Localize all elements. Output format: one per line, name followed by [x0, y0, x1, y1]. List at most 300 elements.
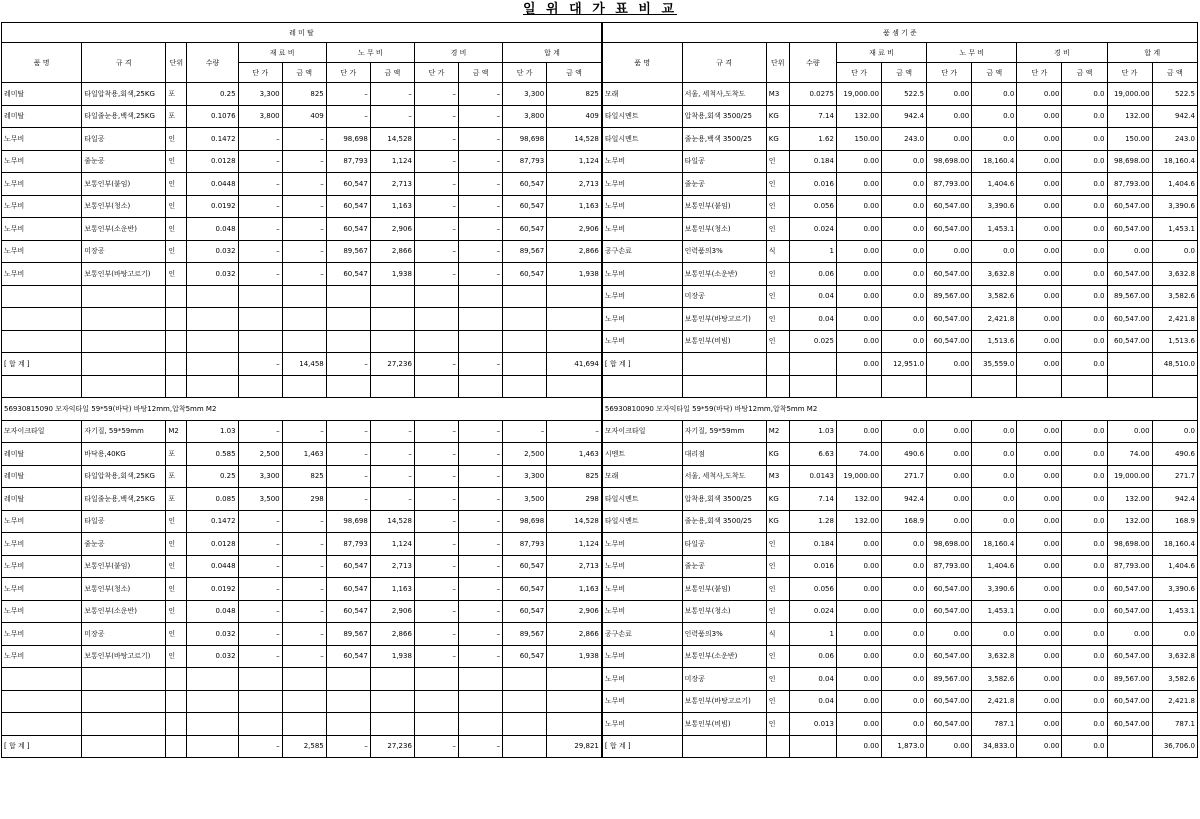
table-cell: 0.0: [972, 623, 1017, 646]
table-cell: 타일시멘트: [602, 128, 682, 151]
table-row: [2, 240, 1198, 263]
table-cell: –: [282, 218, 326, 241]
table-cell: 2,906: [547, 600, 602, 623]
table-cell: 74.00: [1107, 443, 1152, 466]
table-cell: [326, 308, 370, 331]
table-cell: 0.00: [836, 645, 881, 668]
table-cell: 60,547: [326, 645, 370, 668]
header-unit-price: 단 가: [1107, 63, 1152, 83]
header-unit-price: 단 가: [414, 63, 458, 83]
table-cell: 14,528: [370, 128, 414, 151]
table-cell: [187, 735, 238, 758]
table-cell: 0.00: [836, 240, 881, 263]
table-cell: 인: [766, 263, 789, 286]
table-cell: 0.024: [789, 600, 836, 623]
table-cell: [370, 308, 414, 331]
table-row: [2, 465, 1198, 488]
table-cell: 0.0: [882, 533, 927, 556]
table-cell: 0.0: [1062, 128, 1107, 151]
table-cell: 60,547.00: [927, 195, 972, 218]
table-cell: 인: [766, 713, 789, 736]
table-cell: 1,124: [370, 533, 414, 556]
table-cell: 0.0: [1062, 420, 1107, 443]
table-cell: [82, 375, 166, 398]
table-cell: 0.024: [789, 218, 836, 241]
table-cell: [682, 375, 766, 398]
table-cell: 3,300: [503, 83, 547, 106]
table-cell: 인: [766, 578, 789, 601]
table-cell: 0.0: [882, 713, 927, 736]
table-cell: [2, 690, 82, 713]
header-unit-price: 단 가: [503, 63, 547, 83]
table-cell: –: [238, 218, 282, 241]
table-cell: 0.032: [187, 645, 238, 668]
table-cell: –: [414, 623, 458, 646]
table-cell: 노무비: [2, 263, 82, 286]
header-amount: 금 액: [1062, 63, 1107, 83]
table-cell: 1,163: [547, 578, 602, 601]
header-unit: 단위: [766, 43, 789, 83]
table-row: [2, 443, 1198, 466]
table-cell: 0.056: [789, 578, 836, 601]
table-cell: 1: [789, 623, 836, 646]
table-cell: 14,528: [547, 510, 602, 533]
table-cell: 자기질, 59*59mm: [82, 420, 166, 443]
table-cell: 0.00: [1017, 195, 1062, 218]
table-cell: 18,160.4: [972, 150, 1017, 173]
table-cell: 60,547.00: [1107, 308, 1152, 331]
table-cell: 노무비: [2, 218, 82, 241]
table-cell: 타일공: [682, 150, 766, 173]
table-cell: 인: [766, 600, 789, 623]
table-cell: 1,163: [370, 195, 414, 218]
table-cell: 41,694: [547, 353, 602, 376]
table-cell: [682, 353, 766, 376]
table-cell: –: [414, 533, 458, 556]
table-cell: 대리점: [682, 443, 766, 466]
table-cell: 87,793: [503, 533, 547, 556]
table-cell: 0.056: [789, 195, 836, 218]
table-cell: 132.00: [1107, 488, 1152, 511]
header-amount: 금 액: [547, 63, 602, 83]
table-row: [2, 645, 1198, 668]
table-cell: –: [238, 555, 282, 578]
table-cell: 60,547: [326, 218, 370, 241]
table-cell: 1,453.1: [972, 218, 1017, 241]
table-cell: 보통인부(소운반): [682, 645, 766, 668]
table-cell: 522.5: [1152, 83, 1197, 106]
table-cell: 0.032: [187, 623, 238, 646]
table-cell: –: [414, 173, 458, 196]
table-cell: 0.04: [789, 668, 836, 691]
table-cell: 3,582.6: [972, 285, 1017, 308]
table-cell: 0.0: [1152, 240, 1197, 263]
table-cell: [ 합 계 ]: [2, 353, 82, 376]
table-cell: 0.00: [927, 465, 972, 488]
table-cell: [282, 308, 326, 331]
table-cell: 0.0: [882, 668, 927, 691]
table-cell: [766, 375, 789, 398]
table-cell: [282, 690, 326, 713]
table-cell: [602, 375, 682, 398]
table-cell: 243.0: [1152, 128, 1197, 151]
table-cell: 인: [166, 150, 187, 173]
table-cell: 60,547.00: [1107, 713, 1152, 736]
header-name: 품 명: [2, 43, 82, 83]
table-cell: 0.025: [789, 330, 836, 353]
table-cell: 1.03: [789, 420, 836, 443]
table-cell: 298: [547, 488, 602, 511]
table-cell: 0.00: [1107, 240, 1152, 263]
table-cell: 1,453.1: [1152, 600, 1197, 623]
table-cell: 0.25: [187, 83, 238, 106]
table-cell: 0.00: [927, 623, 972, 646]
table-cell: 0.032: [187, 240, 238, 263]
table-cell: 0.00: [836, 690, 881, 713]
table-cell: [326, 330, 370, 353]
table-cell: 0.0: [882, 195, 927, 218]
table-cell: 노무비: [602, 285, 682, 308]
table-cell: 87,793.00: [927, 555, 972, 578]
table-cell: –: [459, 623, 503, 646]
item-heading-left: 56930815090 모자익타일 59*59(바닥) 바탕12mm,압착5mm M2: [2, 398, 602, 421]
table-cell: 노무비: [2, 128, 82, 151]
table-cell: [282, 668, 326, 691]
table-cell: 노무비: [2, 555, 82, 578]
table-cell: 인: [166, 555, 187, 578]
table-cell: [503, 285, 547, 308]
table-cell: 60,547.00: [927, 600, 972, 623]
table-cell: 1,938: [370, 645, 414, 668]
header-total: 합 계: [503, 43, 602, 63]
table-cell: 3,300: [238, 83, 282, 106]
table-cell: 60,547: [503, 600, 547, 623]
table-cell: 1,404.6: [1152, 173, 1197, 196]
table-cell: 942.4: [1152, 488, 1197, 511]
table-cell: [82, 353, 166, 376]
table-cell: 인: [166, 533, 187, 556]
table-cell: –: [238, 353, 282, 376]
table-cell: 타일시멘트: [602, 510, 682, 533]
table-cell: 98,698.00: [1107, 150, 1152, 173]
table-cell: –: [459, 128, 503, 151]
table-cell: 89,567: [503, 623, 547, 646]
table-cell: 0.0: [882, 645, 927, 668]
table-cell: 0.0: [1062, 668, 1107, 691]
table-cell: 14,528: [370, 510, 414, 533]
table-cell: 98,698.00: [927, 150, 972, 173]
table-cell: 1,463: [282, 443, 326, 466]
table-cell: –: [238, 533, 282, 556]
table-cell: –: [414, 488, 458, 511]
table-cell: 14,458: [282, 353, 326, 376]
header-spec: 규 격: [82, 43, 166, 83]
table-cell: [82, 690, 166, 713]
table-cell: 0.00: [836, 713, 881, 736]
table-cell: 인: [766, 173, 789, 196]
table-cell: 노무비: [602, 533, 682, 556]
table-cell: [166, 330, 187, 353]
table-cell: 서울, 세척사,도착도: [682, 465, 766, 488]
table-cell: 보통인부(바탕고르기): [82, 645, 166, 668]
table-cell: 0.00: [1017, 105, 1062, 128]
table-cell: [414, 690, 458, 713]
table-cell: 89,567.00: [1107, 668, 1152, 691]
table-cell: 522.5: [882, 83, 927, 106]
header-amount: 금 액: [282, 63, 326, 83]
table-cell: 인: [166, 645, 187, 668]
table-cell: 타일공: [682, 533, 766, 556]
header-unit-price: 단 가: [927, 63, 972, 83]
table-cell: [370, 690, 414, 713]
table-cell: –: [459, 465, 503, 488]
table-row: [2, 735, 1198, 758]
table-cell: 0.00: [836, 533, 881, 556]
table-cell: [370, 375, 414, 398]
table-cell: 0.04: [789, 690, 836, 713]
table-cell: [1152, 375, 1197, 398]
table-cell: 1,938: [547, 263, 602, 286]
table-cell: 인: [766, 218, 789, 241]
table-cell: [459, 690, 503, 713]
table-cell: 0.0: [972, 105, 1017, 128]
table-cell: [547, 713, 602, 736]
table-cell: [82, 308, 166, 331]
left-section-title: 레 미 탈: [2, 23, 602, 43]
table-cell: 바닥용,40KG: [82, 443, 166, 466]
table-cell: [766, 353, 789, 376]
table-cell: 줄눈용,회색 3500/25: [682, 510, 766, 533]
table-cell: [414, 285, 458, 308]
table-row: [2, 668, 1198, 691]
table-row: [2, 690, 1198, 713]
table-cell: 0.0: [1062, 600, 1107, 623]
table-cell: –: [282, 645, 326, 668]
table-cell: 1,404.6: [972, 555, 1017, 578]
table-cell: 3,390.6: [1152, 578, 1197, 601]
table-cell: 포: [166, 465, 187, 488]
table-cell: –: [326, 735, 370, 758]
table-cell: –: [459, 645, 503, 668]
table-cell: [238, 668, 282, 691]
table-cell: 3,300: [238, 465, 282, 488]
table-cell: 0.184: [789, 533, 836, 556]
table-cell: [370, 285, 414, 308]
table-cell: –: [282, 173, 326, 196]
table-cell: 인: [766, 330, 789, 353]
table-cell: 60,547.00: [1107, 645, 1152, 668]
table-cell: 노무비: [602, 330, 682, 353]
table-cell: 942.4: [882, 488, 927, 511]
table-cell: 2,713: [547, 555, 602, 578]
table-cell: –: [238, 240, 282, 263]
table-cell: 0.00: [1017, 150, 1062, 173]
table-cell: 0.00: [1017, 330, 1062, 353]
table-row: [2, 285, 1198, 308]
table-cell: 60,547: [326, 555, 370, 578]
table-cell: 2,585: [282, 735, 326, 758]
table-cell: 0.0275: [789, 83, 836, 106]
table-cell: 인: [166, 510, 187, 533]
table-cell: 87,793.00: [927, 173, 972, 196]
table-cell: –: [459, 195, 503, 218]
table-cell: 0.016: [789, 555, 836, 578]
table-cell: [82, 330, 166, 353]
table-cell: 1,463: [547, 443, 602, 466]
table-cell: 0.0: [1152, 420, 1197, 443]
table-cell: 60,547: [503, 173, 547, 196]
table-cell: 인: [766, 533, 789, 556]
table-cell: 보통인부(소운반): [682, 263, 766, 286]
table-cell: 0.25: [187, 465, 238, 488]
table-row: [2, 218, 1198, 241]
table-cell: 노무비: [2, 510, 82, 533]
table-cell: [766, 735, 789, 758]
table-cell: 0.00: [1017, 510, 1062, 533]
table-cell: –: [282, 578, 326, 601]
table-cell: 1: [789, 240, 836, 263]
table-cell: 60,547.00: [1107, 690, 1152, 713]
table-cell: 0.00: [836, 150, 881, 173]
table-cell: 150.00: [836, 128, 881, 151]
comparison-table: [1, 22, 1198, 758]
table-cell: 0.00: [927, 420, 972, 443]
table-cell: –: [282, 150, 326, 173]
table-cell: 60,547.00: [927, 713, 972, 736]
table-cell: 0.00: [1017, 420, 1062, 443]
table-cell: 7.14: [789, 488, 836, 511]
table-cell: 0.00: [836, 578, 881, 601]
table-cell: 0.0128: [187, 533, 238, 556]
table-cell: 27,236: [370, 353, 414, 376]
table-cell: 보통인부(비빔): [682, 713, 766, 736]
table-cell: 60,547: [503, 578, 547, 601]
table-cell: 132.00: [836, 488, 881, 511]
table-cell: [459, 713, 503, 736]
table-cell: [459, 330, 503, 353]
table-cell: –: [414, 510, 458, 533]
table-cell: 60,547.00: [1107, 263, 1152, 286]
header-qty: 수량: [187, 43, 238, 83]
table-cell: 타일시멘트: [602, 105, 682, 128]
table-cell: [187, 330, 238, 353]
table-cell: 271.7: [1152, 465, 1197, 488]
table-cell: 노무비: [602, 263, 682, 286]
table-cell: 60,547.00: [927, 690, 972, 713]
header-amount: 금 액: [370, 63, 414, 83]
table-cell: 0.0: [1062, 173, 1107, 196]
table-cell: [503, 330, 547, 353]
table-cell: 2,866: [547, 623, 602, 646]
table-cell: 0.0: [1062, 240, 1107, 263]
table-cell: 29,821: [547, 735, 602, 758]
table-cell: [547, 330, 602, 353]
table-cell: 0.048: [187, 600, 238, 623]
table-cell: 0.0: [1062, 353, 1107, 376]
table-cell: 60,547: [326, 263, 370, 286]
table-cell: 노무비: [2, 645, 82, 668]
table-cell: 노무비: [2, 533, 82, 556]
table-cell: 레미탈: [2, 443, 82, 466]
table-cell: –: [282, 420, 326, 443]
section-header-row: [2, 23, 1198, 43]
table-cell: 보통인부(바탕고르기): [682, 690, 766, 713]
table-cell: M3: [766, 465, 789, 488]
table-cell: [972, 375, 1017, 398]
table-cell: 공구손료: [602, 623, 682, 646]
table-cell: 0.00: [1017, 173, 1062, 196]
table-cell: –: [459, 218, 503, 241]
table-cell: 1,124: [370, 150, 414, 173]
table-cell: 34,833.0: [972, 735, 1017, 758]
table-cell: –: [326, 488, 370, 511]
table-cell: 942.4: [1152, 105, 1197, 128]
table-row: [2, 353, 1198, 376]
table-cell: 1,453.1: [1152, 218, 1197, 241]
table-cell: –: [414, 128, 458, 151]
table-cell: –: [414, 105, 458, 128]
table-cell: 0.00: [1017, 690, 1062, 713]
table-cell: [2, 375, 82, 398]
table-cell: KG: [766, 128, 789, 151]
header-amount: 금 액: [972, 63, 1017, 83]
table-cell: –: [414, 555, 458, 578]
table-cell: [547, 690, 602, 713]
table-cell: –: [414, 263, 458, 286]
table-cell: [1017, 375, 1062, 398]
table-cell: 보통인부(청소): [82, 195, 166, 218]
table-cell: 노무비: [602, 308, 682, 331]
table-cell: [2, 285, 82, 308]
table-cell: 2,713: [370, 555, 414, 578]
table-row: [2, 375, 1198, 398]
table-cell: –: [459, 600, 503, 623]
table-cell: –: [370, 465, 414, 488]
table-cell: [414, 375, 458, 398]
table-cell: [166, 375, 187, 398]
table-cell: –: [370, 105, 414, 128]
table-cell: 2,906: [547, 218, 602, 241]
table-cell: 0.00: [836, 308, 881, 331]
table-cell: [238, 285, 282, 308]
table-cell: 2,421.8: [1152, 690, 1197, 713]
table-cell: –: [282, 623, 326, 646]
table-cell: 0.0: [1062, 443, 1107, 466]
table-cell: 0.00: [836, 173, 881, 196]
table-cell: 0.0: [972, 420, 1017, 443]
table-cell: 노무비: [602, 173, 682, 196]
table-cell: [238, 713, 282, 736]
table-cell: 인: [166, 240, 187, 263]
table-cell: 인: [166, 173, 187, 196]
table-cell: 2,866: [547, 240, 602, 263]
table-cell: –: [459, 578, 503, 601]
table-cell: –: [459, 488, 503, 511]
table-cell: 0.1076: [187, 105, 238, 128]
table-cell: 노무비: [2, 623, 82, 646]
table-cell: 60,547: [503, 263, 547, 286]
table-cell: –: [238, 195, 282, 218]
table-cell: 3,500: [238, 488, 282, 511]
table-cell: –: [370, 420, 414, 443]
table-cell: M2: [166, 420, 187, 443]
table-cell: 노무비: [602, 150, 682, 173]
table-cell: 인: [766, 308, 789, 331]
table-cell: 60,547.00: [1107, 195, 1152, 218]
table-cell: 보통인부(바탕고르기): [82, 263, 166, 286]
table-cell: 1,938: [547, 645, 602, 668]
table-cell: [1107, 353, 1152, 376]
